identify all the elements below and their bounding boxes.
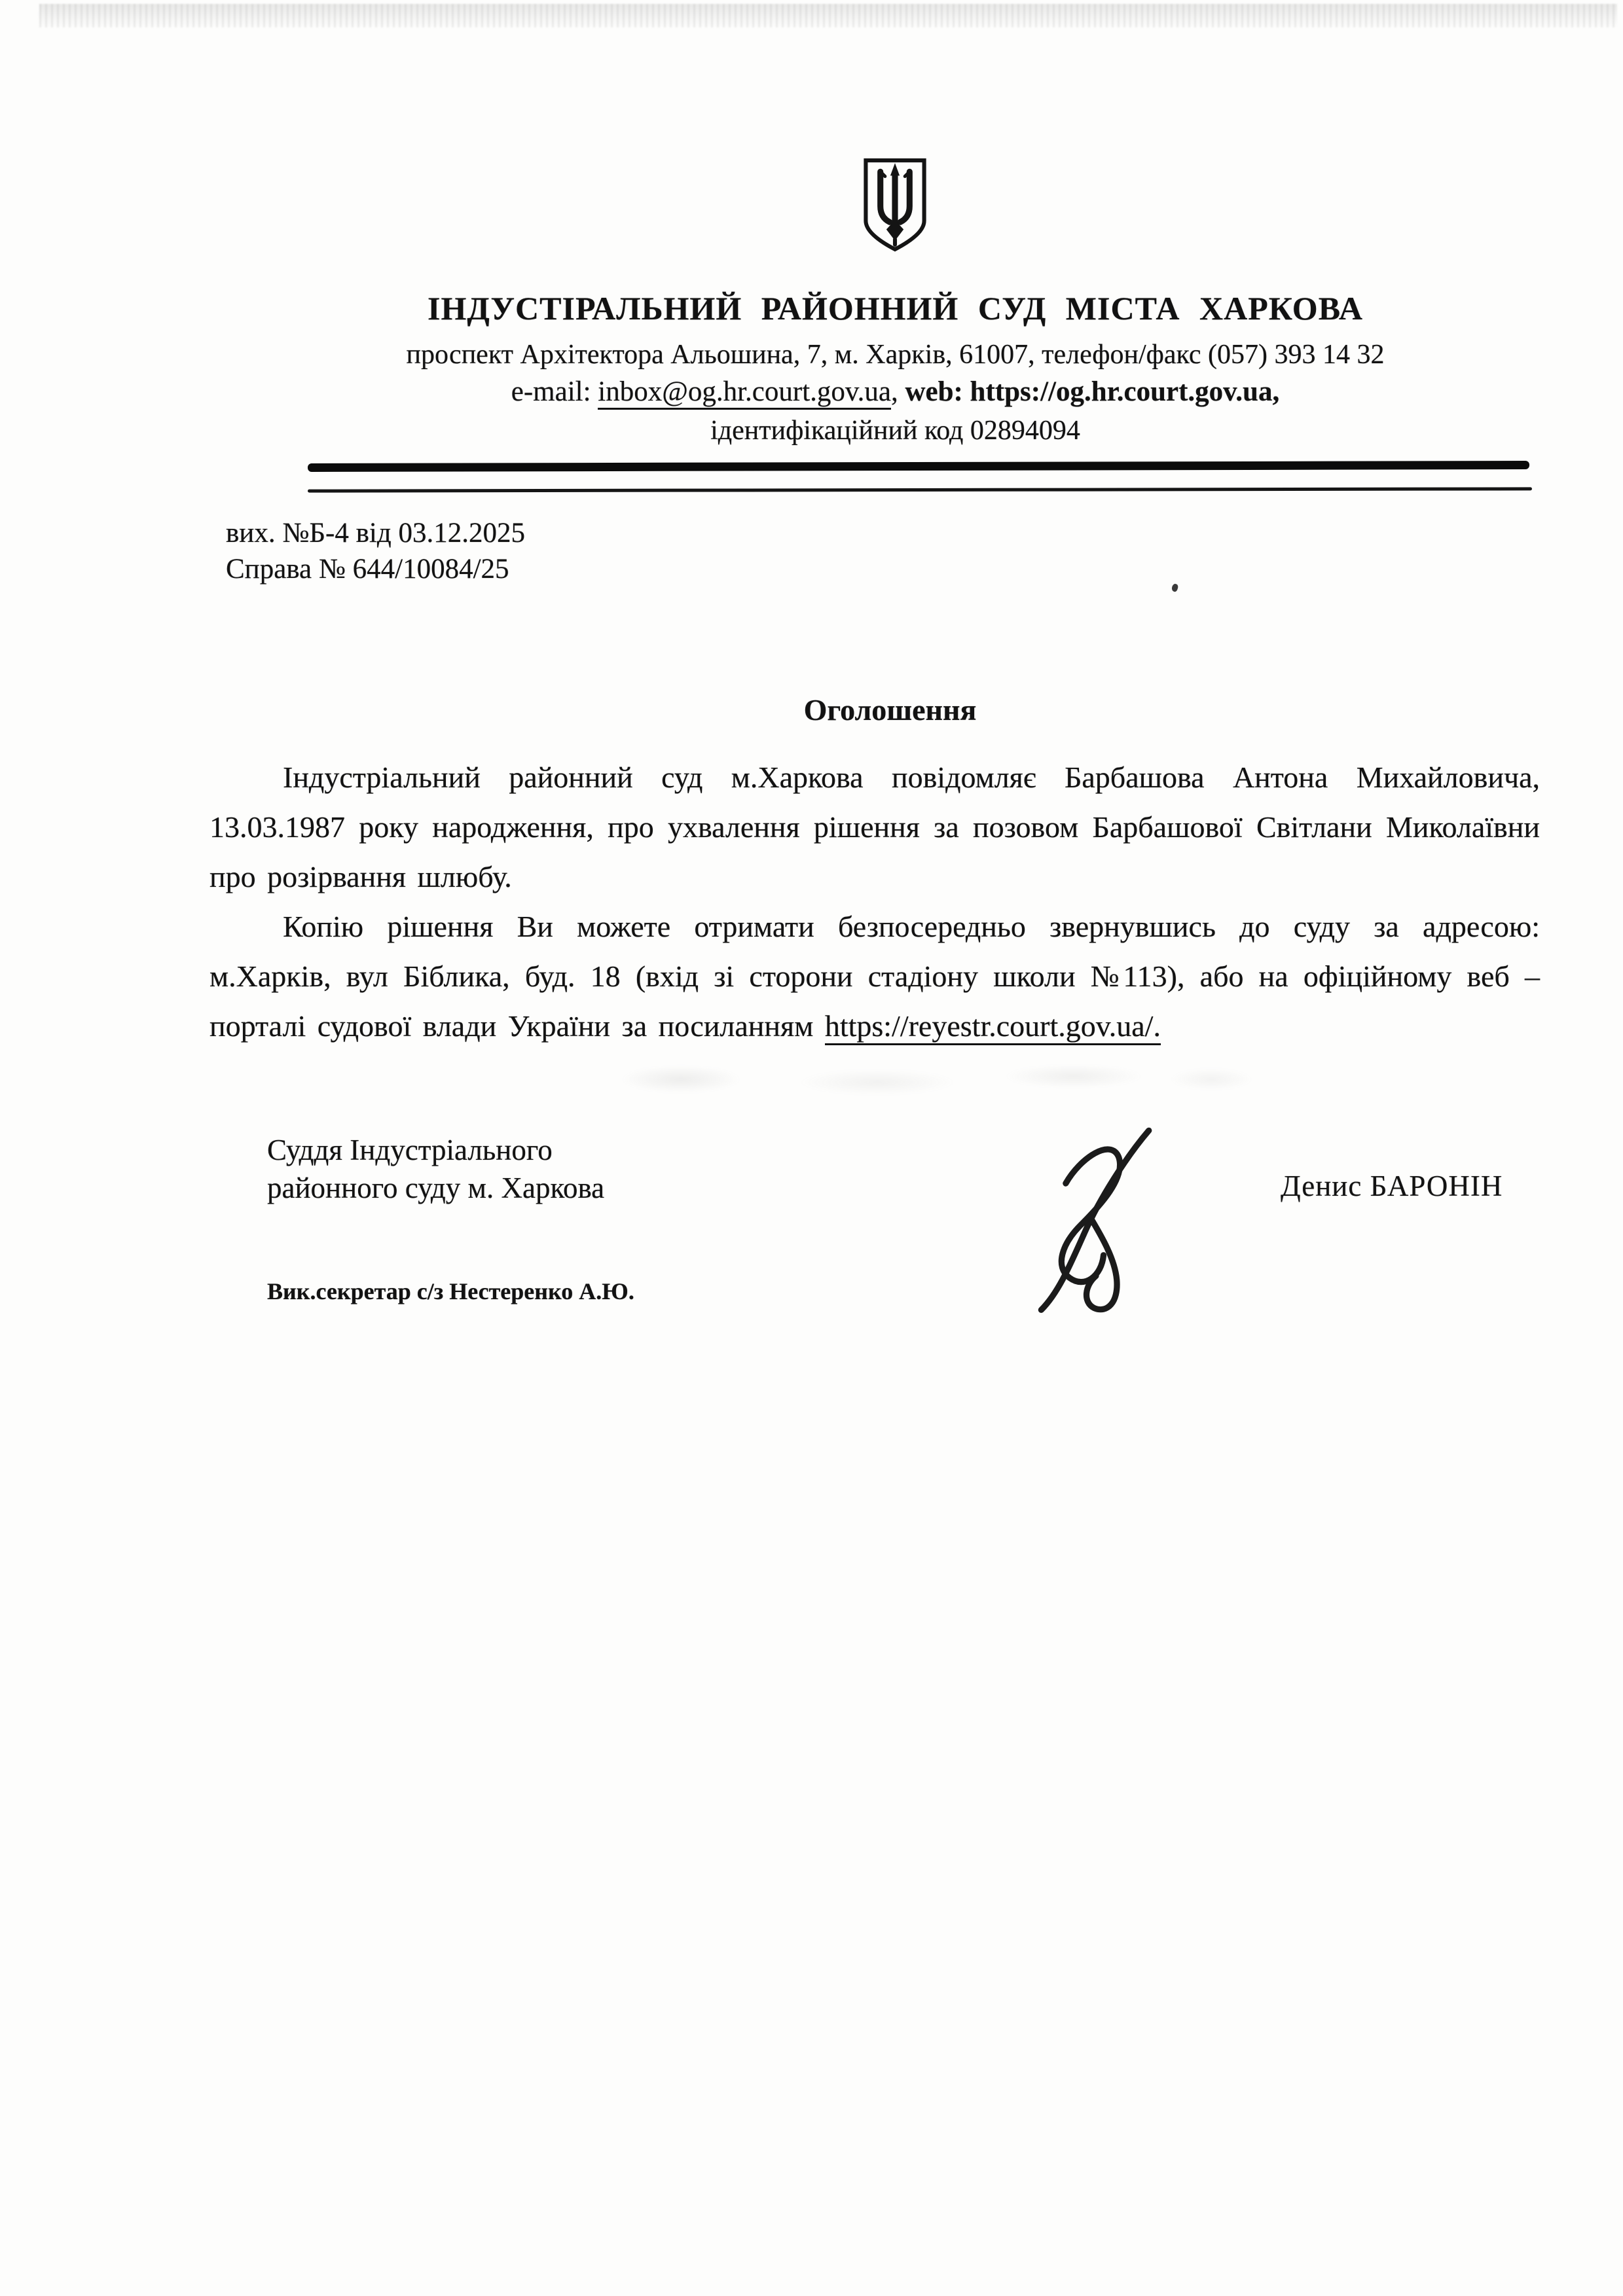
- judge-title-line1: Суддя Індустріального: [267, 1134, 553, 1166]
- judge-title: [267, 1131, 604, 1207]
- judge-title-line2: районного суду м. Харкова: [267, 1172, 605, 1204]
- web-url: web: https://og.hr.court.gov.ua,: [905, 376, 1280, 407]
- scan-noise-band: [39, 4, 1617, 27]
- secretary-note: Вик.секретар с/з Нестеренко А.Ю.: [267, 1278, 634, 1304]
- registry-link: https://reyestr.court.gov.ua/.: [825, 1009, 1161, 1045]
- ukraine-trident-emblem-icon: [860, 156, 930, 254]
- court-name: ІНДУСТІРАЛЬНИЙ РАЙОННИЙ СУД МІСТА ХАРКОВА: [428, 290, 1363, 327]
- announcement-body: [210, 753, 1540, 1051]
- contacts-separator: ,: [890, 376, 905, 407]
- email-label: e-mail:: [511, 376, 598, 407]
- case-number: Справа № 644/10084/25: [226, 554, 509, 584]
- judge-name: Денис БАРОНІН: [1281, 1170, 1503, 1202]
- header-rule-thin: [308, 487, 1532, 492]
- scan-dot-artifact: [1171, 583, 1179, 592]
- outgoing-number: вих. №Б-4 від 03.12.2025: [226, 518, 525, 548]
- announcement-title: Оголошення: [803, 693, 977, 726]
- judge-signature-handwriting: [981, 1119, 1211, 1316]
- court-id-code: ідентифікаційний код 02894094: [710, 416, 1080, 446]
- court-contacts: [84, 376, 1623, 408]
- scan-ghost-artifact: [602, 1050, 1257, 1109]
- paragraph-1: Індустріальний районний суд м.Харкова повідомляє Барбашова Антона Михайловича, 13.03.1987 року народження, про ухвалення рішення за позовом Барбашової Світлани Миколаївни про розірвання шлюбу.: [210, 761, 1540, 893]
- email-link: inbox@og.hr.court.gov.ua: [598, 376, 891, 410]
- court-address: проспект Архітектора Альошина, 7, м. Харків, 61007, телефон/факс (057) 393 14 32: [406, 340, 1385, 370]
- paragraph-2-text: Копію рішення Ви можете отримати безпосередньо звернувшись до суду за адресою: м.Харків, вул Біблика, буд. 18 (вхід зі сторони стадіону школи №113), або на офіційному веб – порталі судової влади України за посиланням: [210, 910, 1540, 1043]
- header-rule-thick: [308, 461, 1529, 472]
- paragraph-2: [210, 902, 1540, 1051]
